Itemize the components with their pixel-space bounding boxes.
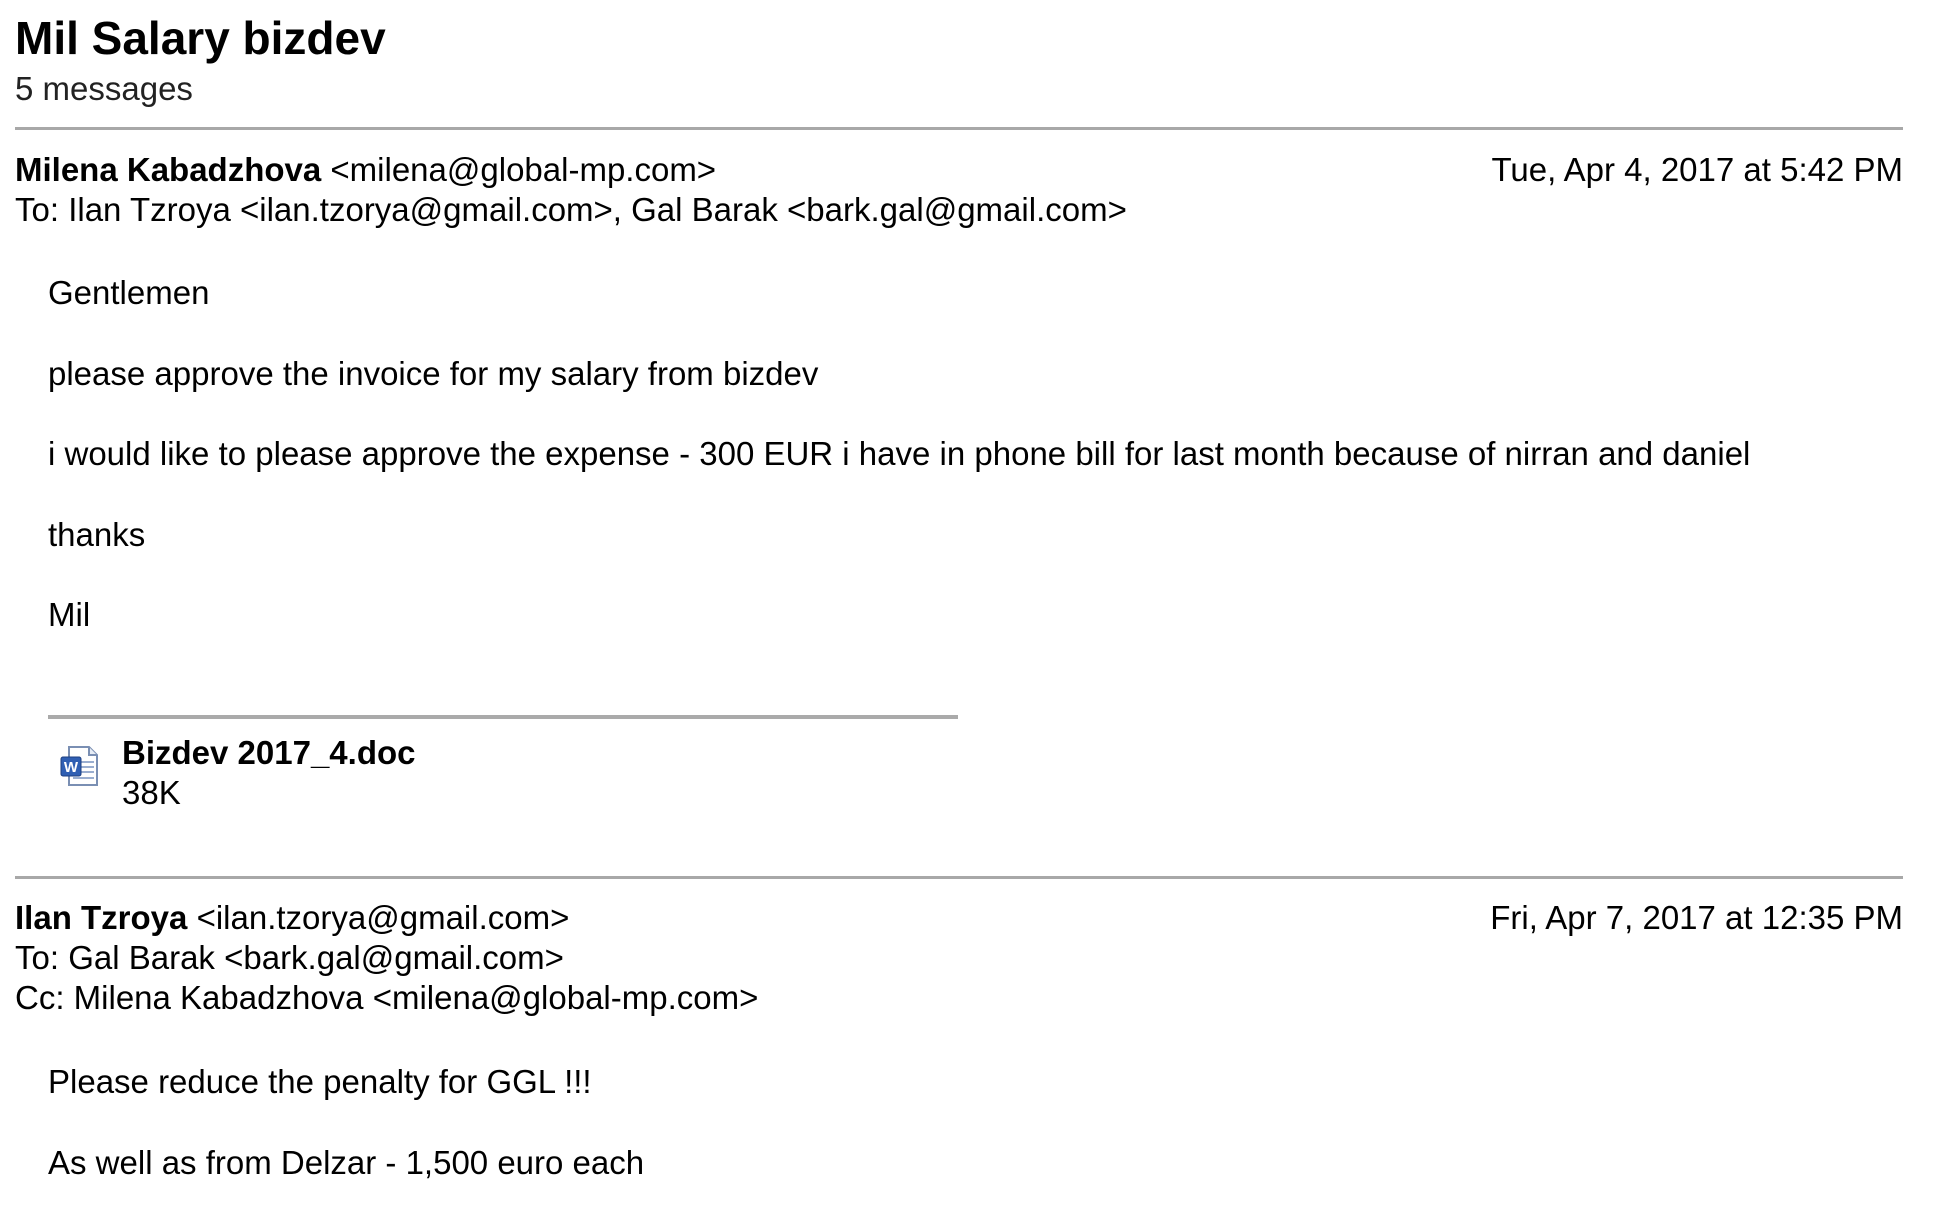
message-body-line: please approve the invoice for my salary from bizdev bbox=[48, 355, 819, 392]
message-cc: Cc: Milena Kabadzhova <milena@global-mp.com> bbox=[15, 979, 759, 1016]
thread-title: Mil Salary bizdev bbox=[15, 12, 386, 64]
message-body-line: Gentlemen bbox=[48, 274, 210, 311]
message-date: Fri, Apr 7, 2017 at 12:35 PM bbox=[1490, 899, 1903, 936]
message-date: Tue, Apr 4, 2017 at 5:42 PM bbox=[1491, 151, 1903, 188]
message-body-line: Please reduce the penalty for GGL !!! bbox=[48, 1063, 592, 1100]
message-count: 5 messages bbox=[15, 70, 193, 107]
message-sender bbox=[15, 898, 569, 938]
attachment-size: 38K bbox=[122, 774, 181, 811]
sender-email: <ilan.tzorya@gmail.com> bbox=[196, 899, 570, 936]
sender-name: Ilan Tzroya bbox=[15, 899, 188, 936]
svg-text:W: W bbox=[63, 759, 79, 776]
sender-name: Milena Kabadzhova bbox=[15, 151, 322, 188]
message-sender bbox=[15, 150, 716, 190]
attachment-name[interactable]: Bizdev 2017_4.doc bbox=[122, 734, 416, 771]
attachment-divider bbox=[48, 715, 958, 719]
message-body-line: i would like to please approve the expense - 300 EUR i have in phone bill for last month because of nirran and daniel bbox=[48, 435, 1751, 472]
message-body-line: Mil bbox=[48, 596, 91, 633]
message-body-line: thanks bbox=[48, 516, 146, 553]
divider bbox=[15, 127, 1903, 130]
divider bbox=[15, 876, 1903, 879]
sender-email: <milena@global-mp.com> bbox=[330, 151, 717, 188]
message-recipients: To: Gal Barak <bark.gal@gmail.com> bbox=[15, 939, 564, 976]
word-document-icon[interactable] bbox=[59, 745, 101, 789]
message-recipients: To: Ilan Tzroya <ilan.tzorya@gmail.com>, Gal Barak <bark.gal@gmail.com> bbox=[15, 191, 1127, 228]
message-body-line: As well as from Delzar - 1,500 euro each bbox=[48, 1144, 645, 1181]
